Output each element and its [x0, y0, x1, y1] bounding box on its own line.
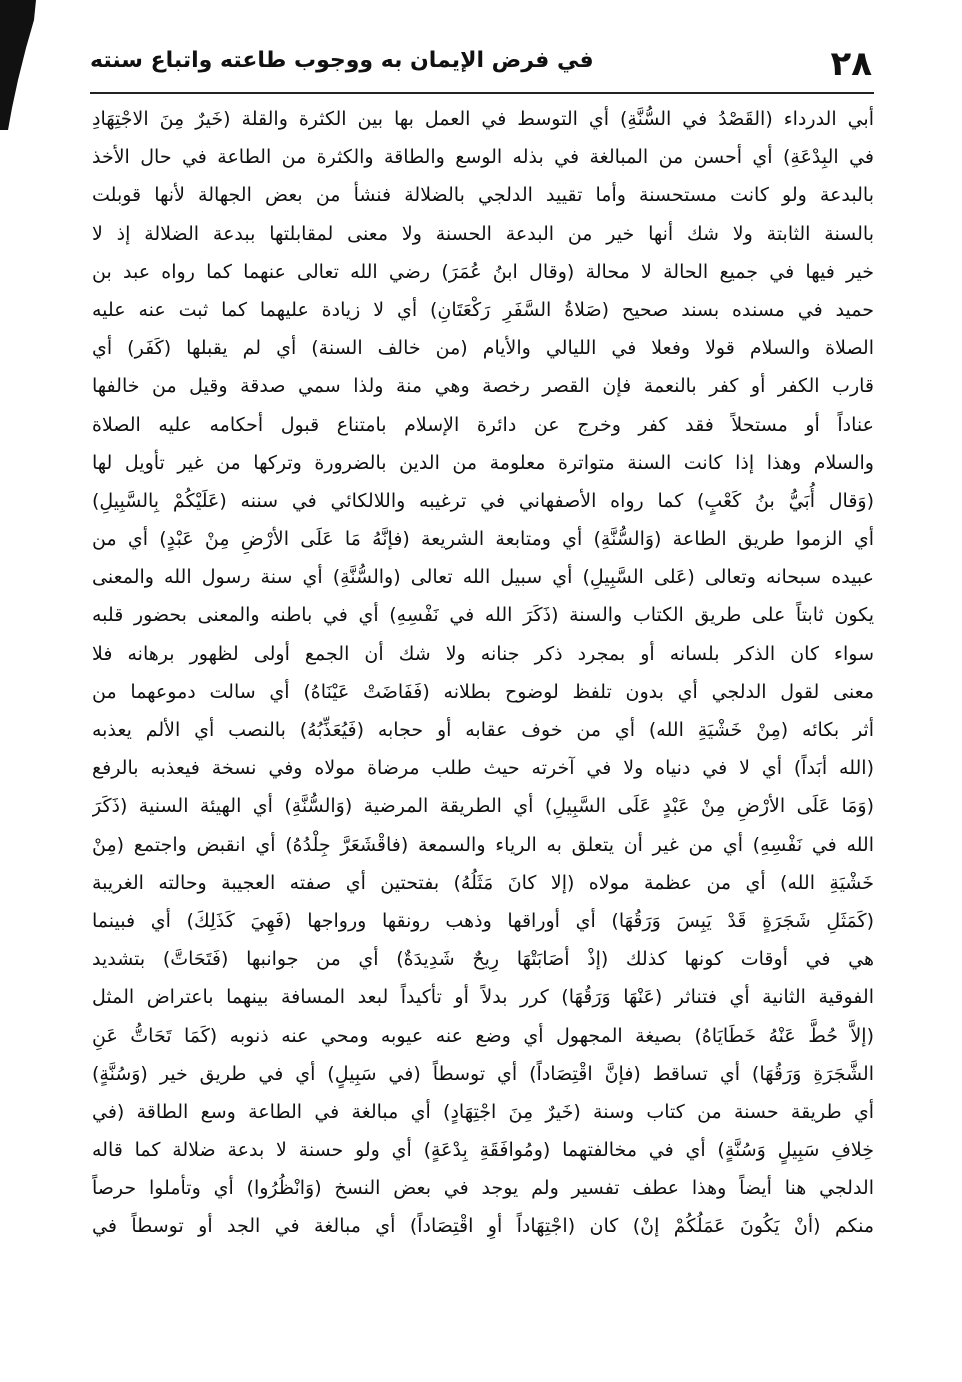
text-line: بالبدعة ولو كانت مستحسنة وأما تقييد الدلجي بالضلالة فنشأ من بعض الجهالة لأنها قوبلت: [92, 184, 874, 207]
text-line: (إلاَّ حُطَّ عَنْهُ خَطَايَاهُ) بصيغة المجهول أي وضع عنه عيوبه ومحي عنه ذنوبه (كَمَا تَحَاتُّ عَنِ: [92, 1024, 874, 1047]
text-line: يكون ثابتاً على طريق الكتاب والسنة (ذَكَرَ الله في نَفْسِهِ) أي في باطنه والمعنى بحضور قلبه: [92, 604, 874, 627]
text-line: أثر بكائه (مِنْ خَشْيَةِ الله) أي من خوف عقابه أو حجابه (فَيُعَذِّبُهُ) بالنصب أي الألم يعذبه: [92, 719, 874, 741]
text-line: خير فيها في جميع الحالة لا محالة (وقال ابنُ عُمَرَ) رضي الله تعالى عنهما كما رواه عبد بن: [92, 260, 874, 283]
page-number: ٢٨: [830, 44, 872, 84]
body-text: [92, 100, 874, 1246]
text-line: عناداً أو مستحلاً فقد كفر وخرج عن دائرة الإسلام بامتناع قبول أحكامه عليه الصلاة: [92, 413, 874, 436]
text-line: (وَقال أُبَيُّ بنُ كَعْبٍ) كما رواه الأصفهاني في ترغيبه واللالكائي في سننه (عَلَيْكُمْ بِالسَّبِيلِ): [92, 489, 874, 512]
text-line: أي الزموا طريق الطاعة (وَالسُّنَّةِ) أي ومتابعة الشريعة (فإنَّهُ مَا عَلَى الأرْضِ مِنْ عَبْدٍ) أي من: [92, 528, 874, 551]
text-line: معنى لقول الدلجي أي بدون تلفظ لوضوح بطلانه (فَفَاضَتْ عَيْنَاهُ) أي سالت دموعهما من: [92, 680, 874, 703]
header-divider: [90, 92, 874, 94]
text-line: قارب الكفر أو كفر بالنعمة فإن القصر رخصة وهي منة ولذا سمي صدقة وقيل من خالفها: [92, 375, 874, 398]
text-line: (كَمَثَلِ شَجَرَةٍ قَدْ يَبِسَ وَرَقُهَا) أي أوراقها وذهب رونقها ورواجها (فَهِيَ كَذَلِكَ) أي فبينما: [92, 909, 874, 932]
text-line: سواء كان الذكر بلسانه أو بمجرد ذكر جنانه ولا شك أن الجمع أولى لظهور برهانه فلا: [92, 642, 874, 665]
running-title: في فرض الإيمان به ووجوب طاعته واتباع سنته: [90, 48, 594, 73]
text-line: منكم (أنْ يَكُونَ عَمَلُكُمْ إنْ) كان (اجْتِهَاداً أوِ اقْتِصَاداً) أي مبالغة في الجد أو توسطاً في: [92, 1215, 874, 1238]
text-line: عبيده سبحانه وتعالى (عَلى السَّبِيلِ) أي سبيل الله تعالى (والسُّنَّةِ) أي سنة رسول الله والمعنى: [92, 566, 874, 589]
scan-shadow-edge: [0, 0, 40, 130]
text-line: حميد في مسنده بسند صحيح (صَلاةُ السَّفَرِ رَكْعَتَانِ) أي لا زيادة عليهما كما ثبت عنه عليه: [92, 298, 874, 321]
text-line: الصلاة والسلام قولا وفعلا في الليالي والأيام (من خالف السنة) أي لم يقبلها (كَفَر) أي: [92, 337, 874, 360]
page-header: [90, 38, 872, 86]
text-line: والسلام وهذا إذا كانت السنة متواترة معلومة من الدين بالضرورة وتركها من غير تأويل لها: [92, 451, 874, 474]
text-line: هي في أوقات كونها كذلك (إذْ أصَابَتْهَا رِيحٌ شَدِيدَةٌ) أي من جوانبها (فَتَحَاتَّ) بتشديد: [92, 948, 874, 971]
text-line: أي طريقة حسنة من كتاب وسنة (خَيرٌ مِنَ اجْتِهَادٍ) أي مبالغة في الطاعة وسع الطاقة (في: [92, 1100, 874, 1123]
text-line: الدلجي هنا أيضاً وهذا عطف تفسير ولم يوجد في بعض النسخ (وَانْظُرُوا) أي وتأملوا حرصاً: [92, 1177, 874, 1200]
text-line: الشَّجَرَةِ وَرَقُهَا) أي تساقط (فإنَّ اقْتِصَاداً) أي توسطاً (في سَبِيلٍ) أي في طريق خير (وَسُنَّةٍ): [92, 1062, 874, 1085]
text-line: بالسنة الثابتة ولا شك أنها خير من البدعة الحسنة ولا معنى لمقابلتها ببدعة الضلالة إذ لا: [92, 222, 874, 245]
text-line: الله في نَفْسِهِ) أي من غير أن يتعلق به الرياء والسمعة (فاقْشَعَرَّ جِلْدُهُ) أي انقبض واجتمع (مِنْ: [92, 833, 874, 856]
text-line: (وَمَا عَلَى الأرْضِ مِنْ عَبْدٍ عَلَى السَّبِيلِ) أي الطريقة المرضية (وَالسُّنَّةِ) أي الهيئة السنية (ذَكَرَ: [92, 795, 874, 818]
text-line: (الله أبَداً) أي لا في دنياه ولا في آخرته حيث طلب مرضاة مولاه وفي نسخة فيعذبه بالرفع: [92, 757, 874, 780]
text-line: أبي الدرداء (القَصْدُ في السُّنَّةِ) أي التوسط في العمل بها بين الكثرة والقلة (خَيرٌ مِنَ الاجْتِهَادِ: [92, 108, 874, 130]
text-line: خَشْيَةِ الله) أي من عظمة مولاه (إلا كانَ مَثَلُهُ) بفتحتين أي صفته العجيبة وحالته الغريبة: [92, 871, 874, 894]
text-line: خِلافِ سَبِيلٍ وَسُنَّةٍ) أي في مخالفتهما (ومُوافَقَةِ بِدْعَةٍ) أي ولو حسنة لا بدعة ضلالة كما قاله: [92, 1139, 874, 1162]
text-line: الفوقية الثانية أي فتناثر (عَنْهَا وَرَقُهَا) كرر بدلاً أو تأكيداً لبعد المسافة بينهما باعتراض المثل: [92, 986, 874, 1009]
text-line: في البِدْعَةِ) أي أحسن من المبالغة في بذله الوسع والطاقة والكثرة من الطاعة في حال الأخذ: [92, 146, 874, 169]
